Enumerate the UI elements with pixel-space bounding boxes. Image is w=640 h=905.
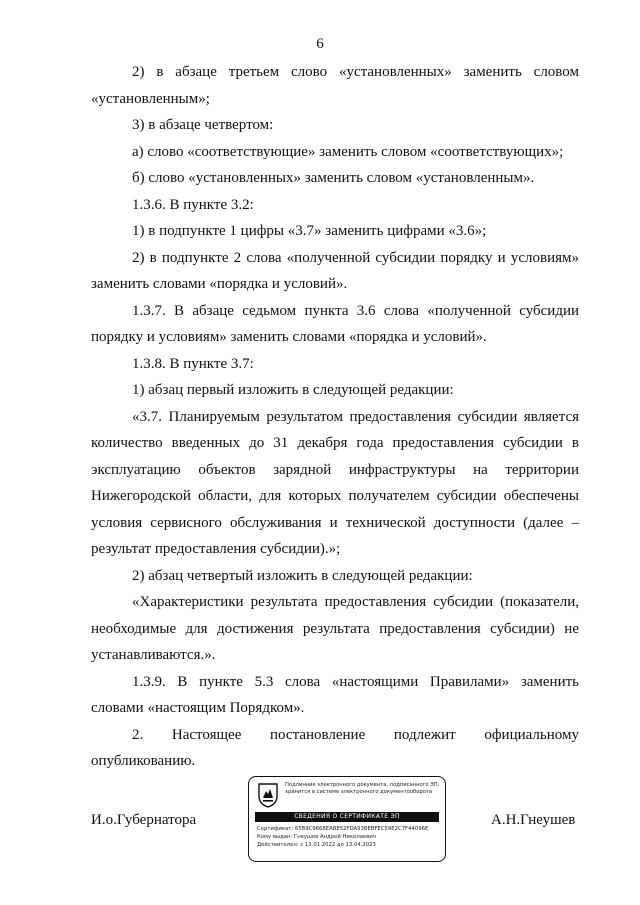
stamp-header: СВЕДЕНИЯ О СЕРТИФИКАТЕ ЭП: [255, 812, 439, 822]
paragraph: 2) в подпункте 2 слова «полученной субсидии порядку и условиям» заменить словами «порядка и условий».: [91, 249, 579, 292]
coat-of-arms-icon: [257, 782, 279, 808]
paragraph: 2) абзац четвертый изложить в следующей редакции:: [132, 567, 473, 584]
paragraph: 1) абзац первый изложить в следующей редакции:: [132, 382, 454, 398]
paragraph: б) слово «установленных» заменить словом «установленным».: [132, 170, 535, 186]
certificate-owner: Кому выдан: Гнеушев Андрей Николаевич: [257, 834, 376, 840]
e-signature-stamp: [248, 776, 446, 862]
paragraph: 1) в подпункте 1 цифры «3.7» заменить цифрами «3.6»;: [132, 223, 487, 239]
document-body: [91, 59, 579, 775]
paragraph: 1.3.6. В пункте 3.2:: [132, 196, 254, 213]
paragraph: а) слово «соответствующие» заменить словом «соответствующих»;: [132, 143, 564, 160]
paragraph: 3) в абзаце четвертом:: [132, 117, 274, 133]
stamp-notice: Подлинник электронного документа, подписанного ЭП, хранится в системе электронного документооборота: [285, 782, 440, 795]
paragraph: 2) в абзаце третьем слово «установленных» заменить словом «установленным»;: [91, 64, 579, 107]
signatory-name: А.Н.Гнеушев: [491, 812, 576, 828]
certificate-validity: Действителен: с 13.01.2022 до 13.04.2023: [257, 842, 376, 848]
paragraph: 1.3.9. В пункте 5.3 слова «настоящими Правилами» заменить словами «настоящим Порядком».: [91, 673, 579, 716]
paragraph: 1.3.7. В абзаце седьмом пункта 3.6 слова «полученной субсидии порядку и условиям» заменить словами «порядка и условий».: [91, 302, 579, 345]
paragraph: 2. Настоящее постановление подлежит официальному опубликованию.: [91, 726, 579, 769]
paragraph: 1.3.8. В пункте 3.7:: [132, 355, 254, 372]
signatory-position: И.о.Губернатора: [91, 812, 197, 828]
paragraph: «3.7. Планируемым результатом предоставления субсидии является количество введенных до 31 декабря года предоставления субсидии в эксплуатацию объектов зарядной инфраструктуры на территории Нижегородской области, для которых получателем субсидии обеспечены условия сервисного обслуживания и технической доступности (далее – результат предоставления субсидии).»;: [91, 408, 579, 557]
certificate-number: Сертификат: 65B9C9668EABE52FDA93BEBFEC59E2C7F44096E: [257, 826, 429, 832]
paragraph: «Характеристики результата предоставления субсидии (показатели, необходимые для достижения результата предоставления субсидии) не устанавливаются.».: [91, 594, 579, 663]
page-number: 6: [316, 36, 324, 52]
